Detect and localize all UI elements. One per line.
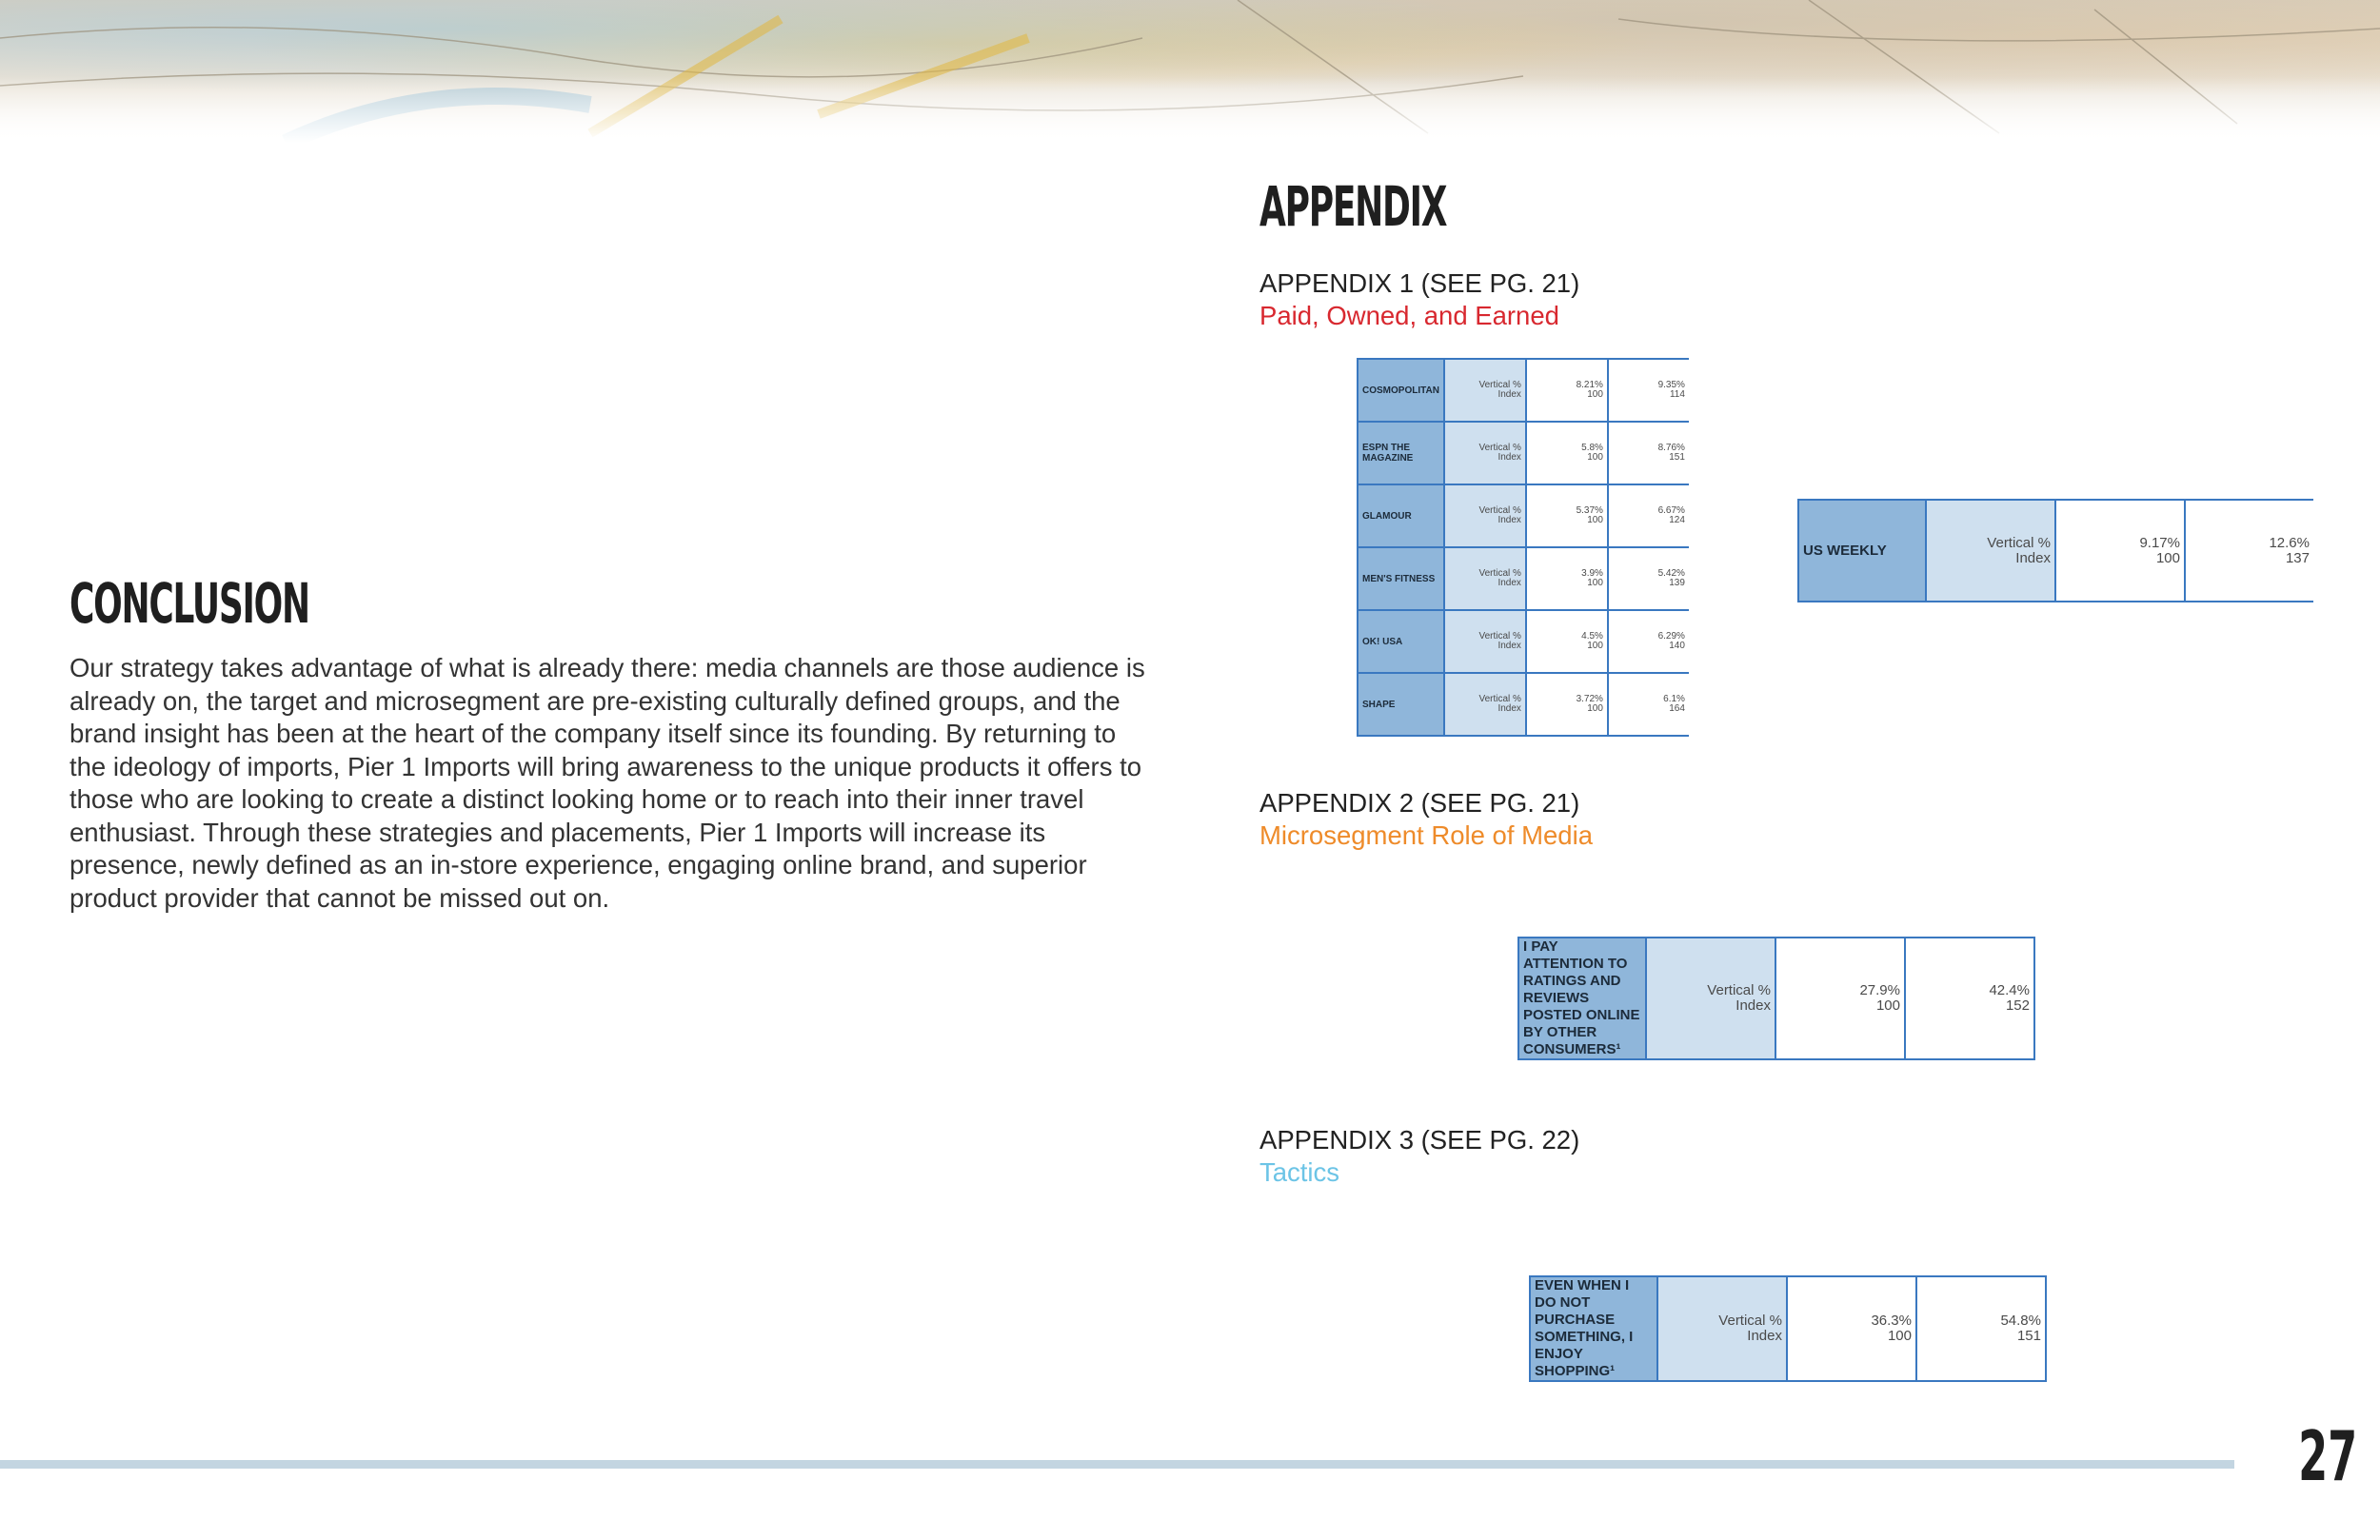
- value: 6.29%: [1657, 630, 1685, 642]
- table-row: [1530, 1276, 2046, 1381]
- value-cell: [1526, 484, 1608, 547]
- value: 9.17%: [2139, 534, 2180, 551]
- value: 54.8%: [2000, 1313, 2041, 1330]
- metric-name: Index: [1497, 578, 1521, 588]
- value: 12.6%: [2269, 534, 2310, 551]
- metric-cell: [1444, 422, 1526, 484]
- conclusion-body: Our strategy takes advantage of what is already there: media channels are those audience is already on, the target and microsegment are pre-existing culturally defined groups, and the brand insight has been at the heart of the company itself since its founding. By returning to the ideology of imports, Pier 1 Imports will bring awareness to the unique products it offers to those who are looking to create a distinct looking home or to reach into their inner travel enthusiast. Through these strategies and placements, Pier 1 Imports will increase its presence, newly defined as an in-store experience, engaging online brand, and superior product provider that cannot be missed out on.: [69, 653, 1145, 913]
- value: 27.9%: [1859, 982, 1900, 999]
- row-label: MEN'S FITNESS: [1358, 547, 1444, 610]
- value: 3.9%: [1581, 567, 1603, 579]
- value-cell: [1608, 547, 1689, 610]
- value: 100: [1587, 578, 1603, 588]
- row-label: COSMOPOLITAN: [1358, 359, 1444, 422]
- appendix-1-subtitle: Paid, Owned, and Earned: [1259, 301, 1559, 330]
- value: 164: [1669, 703, 1685, 714]
- value-cell: [2055, 500, 2185, 602]
- value: 100: [1587, 389, 1603, 400]
- row-label: EVEN WHEN I DO NOT PURCHASE SOMETHING, I ENJOY SHOPPING¹: [1530, 1276, 1657, 1381]
- value: 9.35%: [1657, 379, 1685, 390]
- metric-name: Index: [1497, 452, 1521, 463]
- metric-name: Vertical %: [1987, 534, 2051, 551]
- value-cell: [1787, 1276, 1916, 1381]
- value-cell: [1775, 938, 1905, 1059]
- metric-cell: [1444, 673, 1526, 736]
- value: 8.21%: [1576, 379, 1603, 390]
- value-cell: [1608, 359, 1689, 422]
- us-weekly-table: [1797, 499, 2313, 602]
- metric-name: Vertical %: [1478, 693, 1521, 704]
- value: 36.3%: [1871, 1313, 1912, 1330]
- table-row: [1358, 610, 1689, 673]
- value: 42.4%: [1989, 982, 2030, 999]
- value-cell: [1608, 422, 1689, 484]
- value-cell: [1608, 484, 1689, 547]
- row-label: ESPN THE MAGAZINE: [1358, 422, 1444, 484]
- metric-name: Index: [1497, 641, 1521, 651]
- table-row: [1358, 422, 1689, 484]
- appendix-2-heading: APPENDIX 2 (SEE PG. 21): [1259, 788, 1580, 818]
- metric-name: Vertical %: [1718, 1313, 1782, 1330]
- metric-cell: [1444, 484, 1526, 547]
- value-cell: [2185, 500, 2313, 602]
- metric-name: Index: [1735, 997, 1771, 1014]
- ratings-reviews-table: [1517, 937, 2035, 1060]
- map-banner-image: [0, 0, 2380, 143]
- value: 100: [1587, 703, 1603, 714]
- value: 100: [1887, 1328, 1912, 1344]
- value: 124: [1669, 515, 1685, 525]
- value-cell: [1526, 610, 1608, 673]
- table-row: [1358, 673, 1689, 736]
- metric-name: Index: [1747, 1328, 1782, 1344]
- row-label: US WEEKLY: [1798, 500, 1926, 602]
- value-cell: [1526, 673, 1608, 736]
- value: 114: [1669, 389, 1685, 400]
- table-row: [1358, 484, 1689, 547]
- page-number: 27: [2297, 1416, 2357, 1496]
- value: 6.1%: [1663, 693, 1685, 704]
- value: 5.37%: [1576, 504, 1603, 516]
- value-cell: [1526, 359, 1608, 422]
- table-row: [1358, 359, 1689, 422]
- value-cell: [1608, 610, 1689, 673]
- value: 100: [1587, 641, 1603, 651]
- value: 100: [2155, 549, 2180, 566]
- appendix-2-subtitle: Microsegment Role of Media: [1259, 820, 1594, 850]
- metric-cell: [1444, 610, 1526, 673]
- value: 4.5%: [1581, 630, 1603, 642]
- value: 139: [1669, 578, 1685, 588]
- value: 100: [1875, 997, 1900, 1014]
- value: 140: [1669, 641, 1685, 651]
- metric-cell: [1926, 500, 2055, 602]
- metric-name: Vertical %: [1478, 630, 1521, 642]
- value: 5.8%: [1581, 442, 1603, 453]
- metric-name: Vertical %: [1478, 442, 1521, 453]
- value-cell: [1916, 1276, 2046, 1381]
- metric-name: Index: [1497, 515, 1521, 525]
- metric-cell: [1444, 359, 1526, 422]
- value-cell: [1526, 422, 1608, 484]
- row-label: GLAMOUR: [1358, 484, 1444, 547]
- metric-name: Index: [1497, 389, 1521, 400]
- row-label: SHAPE: [1358, 673, 1444, 736]
- value: 100: [1587, 515, 1603, 525]
- metric-name: Vertical %: [1478, 504, 1521, 516]
- table-row: [1358, 547, 1689, 610]
- appendix-1-heading: APPENDIX 1 (SEE PG. 21): [1259, 268, 1580, 298]
- enjoy-shopping-table: [1529, 1275, 2047, 1382]
- table-row: [1518, 938, 2034, 1059]
- value: 100: [1587, 452, 1603, 463]
- value-cell: [1526, 547, 1608, 610]
- appendix-title: APPENDIX: [1259, 174, 1447, 239]
- metric-name: Vertical %: [1478, 567, 1521, 579]
- row-label: OK! USA: [1358, 610, 1444, 673]
- metric-cell: [1444, 547, 1526, 610]
- footer-rule: [0, 1460, 2234, 1469]
- metric-name: Index: [1497, 703, 1521, 714]
- magazine-index-table: [1357, 358, 1689, 737]
- value-cell: [1608, 673, 1689, 736]
- row-label: I PAY ATTENTION TO RATINGS AND REVIEWS POSTED ONLINE BY OTHER CONSUMERS¹: [1518, 938, 1646, 1059]
- metric-cell: [1646, 938, 1775, 1059]
- appendix-3-subtitle: Tactics: [1259, 1157, 1340, 1187]
- value-cell: [1905, 938, 2034, 1059]
- metric-name: Vertical %: [1478, 379, 1521, 390]
- value: 152: [2005, 997, 2030, 1014]
- metric-cell: [1657, 1276, 1787, 1381]
- value: 3.72%: [1576, 693, 1603, 704]
- metric-name: Index: [2015, 549, 2051, 566]
- value: 151: [2016, 1328, 2041, 1344]
- appendix-3-heading: APPENDIX 3 (SEE PG. 22): [1259, 1125, 1580, 1155]
- metric-name: Vertical %: [1707, 982, 1771, 999]
- table-row: [1798, 500, 2313, 602]
- value: 6.67%: [1657, 504, 1685, 516]
- value: 5.42%: [1657, 567, 1685, 579]
- value: 151: [1669, 452, 1685, 463]
- value: 137: [2285, 549, 2310, 566]
- conclusion-title: CONCLUSION: [69, 571, 309, 636]
- value: 8.76%: [1657, 442, 1685, 453]
